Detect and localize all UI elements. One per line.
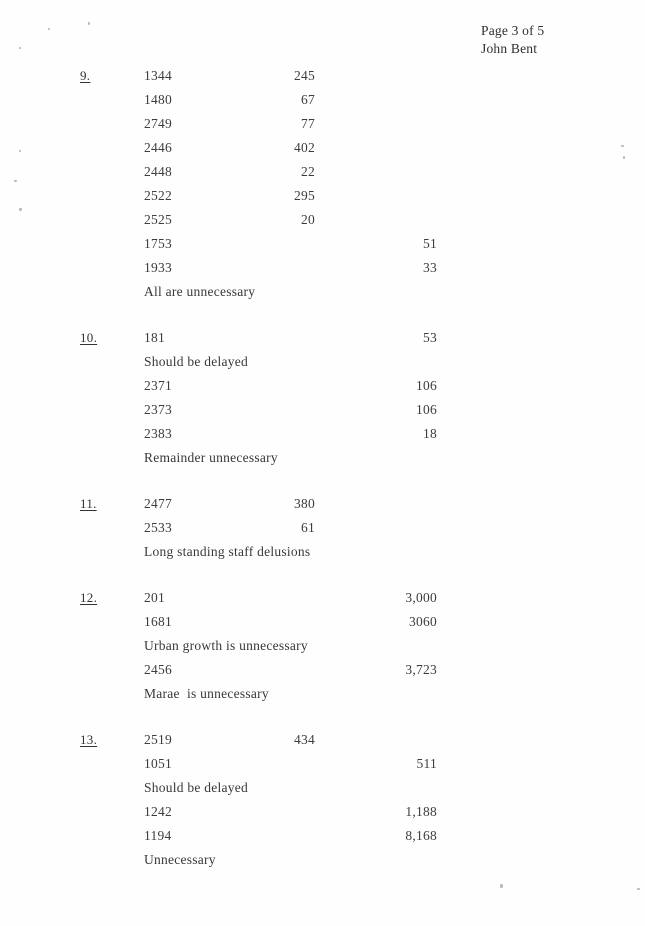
row-reference-number: 2525 [144,212,172,227]
row-value-column-2: 67 [301,92,315,107]
row-value-column-3: 511 [416,756,437,771]
document-row [0,256,645,280]
row-value-column-3: 33 [423,260,437,275]
row-note-text: All are unnecessary [144,284,256,299]
row-reference-number: 201 [144,590,165,605]
numbered-item-block [0,64,645,304]
document-row [0,160,645,184]
document-row [0,800,645,824]
row-value-column-2: 380 [294,496,315,511]
row-reference-number: 2522 [144,188,172,203]
row-reference-number: 1344 [144,68,172,83]
row-reference-number: 2448 [144,164,172,179]
scan-speck [621,145,624,147]
document-row [0,824,645,848]
scan-speck [500,884,503,888]
row-value-column-2: 295 [294,188,315,203]
row-value-column-2: 434 [294,732,315,747]
row-reference-number: 1753 [144,236,172,251]
scan-speck [48,28,50,30]
numbered-item-block [0,492,645,564]
document-row [0,88,645,112]
document-row [0,492,645,516]
row-reference-number: 1051 [144,756,172,771]
numbered-item-block [0,586,645,706]
item-number: 11. [80,496,97,511]
row-reference-number: 181 [144,330,165,345]
document-row [0,776,645,800]
row-note-text: Long standing staff delusions [144,544,311,559]
row-value-column-3: 106 [416,378,437,393]
row-reference-number: 1194 [144,828,172,843]
row-value-column-2: 20 [301,212,315,227]
row-note-text: Should be delayed [144,780,248,795]
row-reference-number: 2533 [144,520,172,535]
row-reference-number: 2477 [144,496,172,511]
row-note-text: Unnecessary [144,852,216,867]
document-row [0,136,645,160]
document-row [0,112,645,136]
row-value-column-2: 245 [294,68,315,83]
document-row [0,516,645,540]
row-reference-number: 2456 [144,662,172,677]
row-reference-number: 1933 [144,260,172,275]
row-reference-number: 1242 [144,804,172,819]
document-row [0,398,645,422]
row-value-column-3: 8,168 [405,828,437,843]
document-row [0,326,645,350]
document-row [0,232,645,256]
document-row [0,208,645,232]
row-note-text: Remainder unnecessary [144,450,278,465]
page-header [481,22,544,58]
document-row [0,446,645,470]
document-row [0,184,645,208]
document-row [0,586,645,610]
document-row [0,540,645,564]
scan-speck [19,150,21,152]
item-number: 13. [80,732,98,747]
document-row [0,280,645,304]
row-reference-number: 2446 [144,140,172,155]
scan-speck [14,180,17,182]
row-reference-number: 2371 [144,378,172,393]
document-row [0,374,645,398]
row-reference-number: 1681 [144,614,172,629]
item-number: 9. [80,68,91,83]
row-value-column-3: 106 [416,402,437,417]
row-reference-number: 1480 [144,92,172,107]
row-value-column-3: 1,188 [405,804,437,819]
document-row [0,728,645,752]
scan-speck [19,208,22,211]
document-row [0,848,645,872]
row-value-column-3: 3060 [409,614,437,629]
scan-speck [19,47,21,49]
document-row [0,682,645,706]
row-reference-number: 2519 [144,732,172,747]
row-reference-number: 2373 [144,402,172,417]
document-row [0,610,645,634]
document-row [0,634,645,658]
scan-speck [623,156,625,159]
document-row [0,350,645,374]
row-note-text: Urban growth is unnecessary [144,638,308,653]
row-value-column-2: 77 [301,116,315,131]
row-value-column-3: 18 [423,426,437,441]
row-value-column-2: 402 [294,140,315,155]
row-value-column-2: 61 [301,520,315,535]
row-reference-number: 2383 [144,426,172,441]
document-row [0,422,645,446]
row-value-column-3: 53 [423,330,437,345]
document-body [0,64,645,872]
row-value-column-3: 3,000 [405,590,437,605]
item-number: 12. [80,590,98,605]
numbered-item-block [0,728,645,872]
row-value-column-3: 51 [423,236,437,251]
row-value-column-2: 22 [301,164,315,179]
numbered-item-block [0,326,645,470]
document-row [0,64,645,88]
author-name-label: John Bent [481,41,538,56]
scan-speck [88,22,90,25]
page-number-label: Page 3 of 5 [481,23,545,38]
row-reference-number: 2749 [144,116,172,131]
row-note-text: Should be delayed [144,354,248,369]
scan-speck [637,888,640,890]
item-number: 10. [80,330,98,345]
row-note-text: Marae is unnecessary [144,686,269,701]
document-row [0,752,645,776]
row-value-column-3: 3,723 [405,662,437,677]
document-row [0,658,645,682]
